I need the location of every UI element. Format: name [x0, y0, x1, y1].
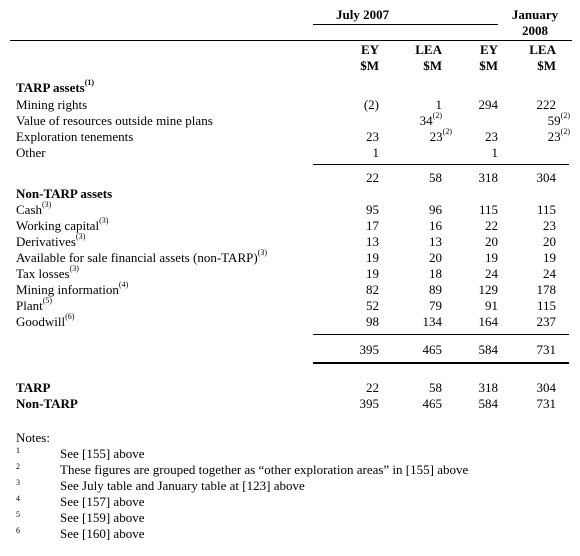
value-lea-july: 1 — [435, 97, 442, 112]
table-row — [0, 282, 580, 298]
value-lea-january: 115 — [536, 298, 556, 313]
value-lea-january: 19 — [543, 250, 556, 265]
value-ey-january: 318 — [478, 380, 498, 395]
table-row — [0, 129, 580, 145]
value-lea-january: 178 — [536, 282, 556, 297]
row-label: Plant$^{(5)}$ — [16, 296, 53, 313]
value-ey-july: 95 — [366, 202, 379, 217]
note-number: 2 — [16, 462, 20, 471]
table-row — [0, 202, 580, 218]
value-lea-july: 96 — [429, 202, 442, 217]
value-ey-july: 82 — [366, 282, 379, 297]
table-row — [0, 113, 580, 129]
tarp-subtotal-row — [0, 170, 580, 186]
row-label: Tax losses$^{(3)}$ — [16, 264, 79, 281]
value-ey-january: 584 — [478, 396, 498, 411]
value-lea-july: 20 — [429, 250, 442, 265]
row-label: Mining information$^{(4)}$ — [16, 280, 129, 297]
value-lea-january: 59$^{(2)}$ — [547, 111, 570, 128]
note-number: 6 — [16, 526, 20, 535]
table-row — [0, 298, 580, 314]
col-header-lea-january: LEA $M — [529, 42, 556, 73]
table-row — [0, 218, 580, 234]
tarp-subtotal-rule — [313, 164, 569, 165]
value-lea-july: 465 — [422, 342, 442, 357]
value-ey-january: 19 — [485, 250, 498, 265]
value-lea-january: 24 — [543, 266, 556, 281]
row-label: TARP — [16, 380, 51, 395]
value-lea-january: 23$^{(2)}$ — [547, 127, 570, 144]
value-lea-july: 18 — [429, 266, 442, 281]
value-lea-july: 16 — [429, 218, 442, 233]
value-ey-july: 19 — [366, 250, 379, 265]
note-number: 5 — [16, 510, 20, 519]
summary-double-rule — [313, 362, 569, 364]
row-label: Other — [16, 145, 46, 160]
value-ey-january: 22 — [485, 218, 498, 233]
note-text: See [157] above — [60, 494, 145, 509]
value-lea-july: 79 — [429, 298, 442, 313]
summary-row-tarp — [0, 380, 580, 396]
value-ey-january: 23 — [485, 129, 498, 144]
non-tarp-assets-heading: Non-TARP assets — [16, 186, 113, 201]
value-ey-july: 13 — [366, 234, 379, 249]
note-text: See [155] above — [60, 446, 145, 461]
value-ey-july: 19 — [366, 266, 379, 281]
table-row — [0, 97, 580, 113]
period-header-july-2007: July 2007 — [336, 7, 390, 22]
value-lea-january: 731 — [536, 396, 556, 411]
value-ey-july: 17 — [366, 218, 379, 233]
row-label: Cash$^{(3)}$ — [16, 200, 52, 217]
value-ey-january: 115 — [478, 202, 498, 217]
col-header-ey-january: EY $M — [479, 42, 498, 73]
non-tarp-subtotal-rule — [313, 334, 569, 335]
value-lea-january: 23 — [543, 218, 556, 233]
value-lea-july: 465 — [422, 396, 442, 411]
value-ey-january: 20 — [485, 234, 498, 249]
notes-heading: Notes: — [16, 430, 50, 445]
value-ey-july: 22 — [366, 170, 379, 185]
table-row — [0, 266, 580, 282]
value-lea-july: 89 — [429, 282, 442, 297]
col-header-ey-july: EY $M — [360, 42, 379, 73]
value-ey-january: 24 — [485, 266, 498, 281]
value-ey-july: 23 — [366, 129, 379, 144]
row-label: Mining rights — [16, 97, 88, 112]
row-label: Working capital$^{(3)}$ — [16, 216, 109, 233]
header-rule — [10, 40, 572, 41]
note-text: These figures are grouped together as “other exploration areas” in [155] above — [60, 462, 469, 477]
value-lea-january: 222 — [536, 97, 556, 112]
row-label: Value of resources outside mine plans — [16, 113, 213, 128]
table-row — [0, 250, 580, 266]
value-lea-january: 20 — [543, 234, 556, 249]
value-ey-july: 395 — [359, 396, 379, 411]
value-ey-january: 1 — [491, 145, 498, 160]
summary-row-non-tarp — [0, 396, 580, 412]
note-number: 3 — [16, 478, 20, 487]
row-label: Derivatives$^{(3)}$ — [16, 232, 86, 249]
value-ey-july: 395 — [359, 342, 379, 357]
tarp-assets-heading: TARP assets$^{(1)}$ — [16, 78, 95, 95]
row-label: Available for sale financial assets (non-TARP)$^{(3)}$ — [16, 248, 267, 265]
value-lea-january: 304 — [536, 170, 556, 185]
period-header-january-line1: January — [511, 7, 559, 22]
value-ey-january: 164 — [478, 314, 498, 329]
value-ey-january: 318 — [478, 170, 498, 185]
value-lea-january: 304 — [536, 380, 556, 395]
value-lea-january: 731 — [536, 342, 556, 357]
value-ey-january: 91 — [485, 298, 498, 313]
value-lea-january: 115 — [536, 202, 556, 217]
note-text: See [159] above — [60, 510, 145, 525]
table-row — [0, 234, 580, 250]
non-tarp-subtotal-row — [0, 342, 580, 358]
value-ey-july: (2) — [363, 97, 379, 112]
note-number: 1 — [16, 446, 20, 455]
value-ey-january: 129 — [478, 282, 498, 297]
value-lea-july: 34$^{(2)}$ — [419, 111, 442, 128]
col-header-lea-july: LEA $M — [415, 42, 442, 73]
row-label: Goodwill$^{(6)}$ — [16, 312, 75, 329]
row-label: Exploration tenements — [16, 129, 134, 144]
value-ey-january: 584 — [478, 342, 498, 357]
value-lea-july: 13 — [429, 234, 442, 249]
note-number: 4 — [16, 494, 20, 503]
value-ey-january: 294 — [478, 97, 498, 112]
row-label: Non-TARP — [16, 396, 78, 411]
table-row — [0, 145, 580, 161]
period-header-january-line2: 2008 — [522, 23, 548, 38]
value-ey-july: 22 — [366, 380, 379, 395]
july-header-underline — [313, 24, 498, 25]
note-text: See [160] above — [60, 526, 145, 541]
value-ey-july: 1 — [372, 145, 379, 160]
value-lea-july: 23$^{(2)}$ — [429, 127, 452, 144]
value-lea-july: 134 — [422, 314, 442, 329]
value-ey-july: 52 — [366, 298, 379, 313]
value-lea-july: 58 — [429, 170, 442, 185]
value-lea-july: 58 — [429, 380, 442, 395]
note-text: See July table and January table at [123] above — [60, 478, 305, 493]
value-ey-july: 98 — [366, 314, 379, 329]
table-row — [0, 314, 580, 330]
value-lea-january: 237 — [536, 314, 556, 329]
